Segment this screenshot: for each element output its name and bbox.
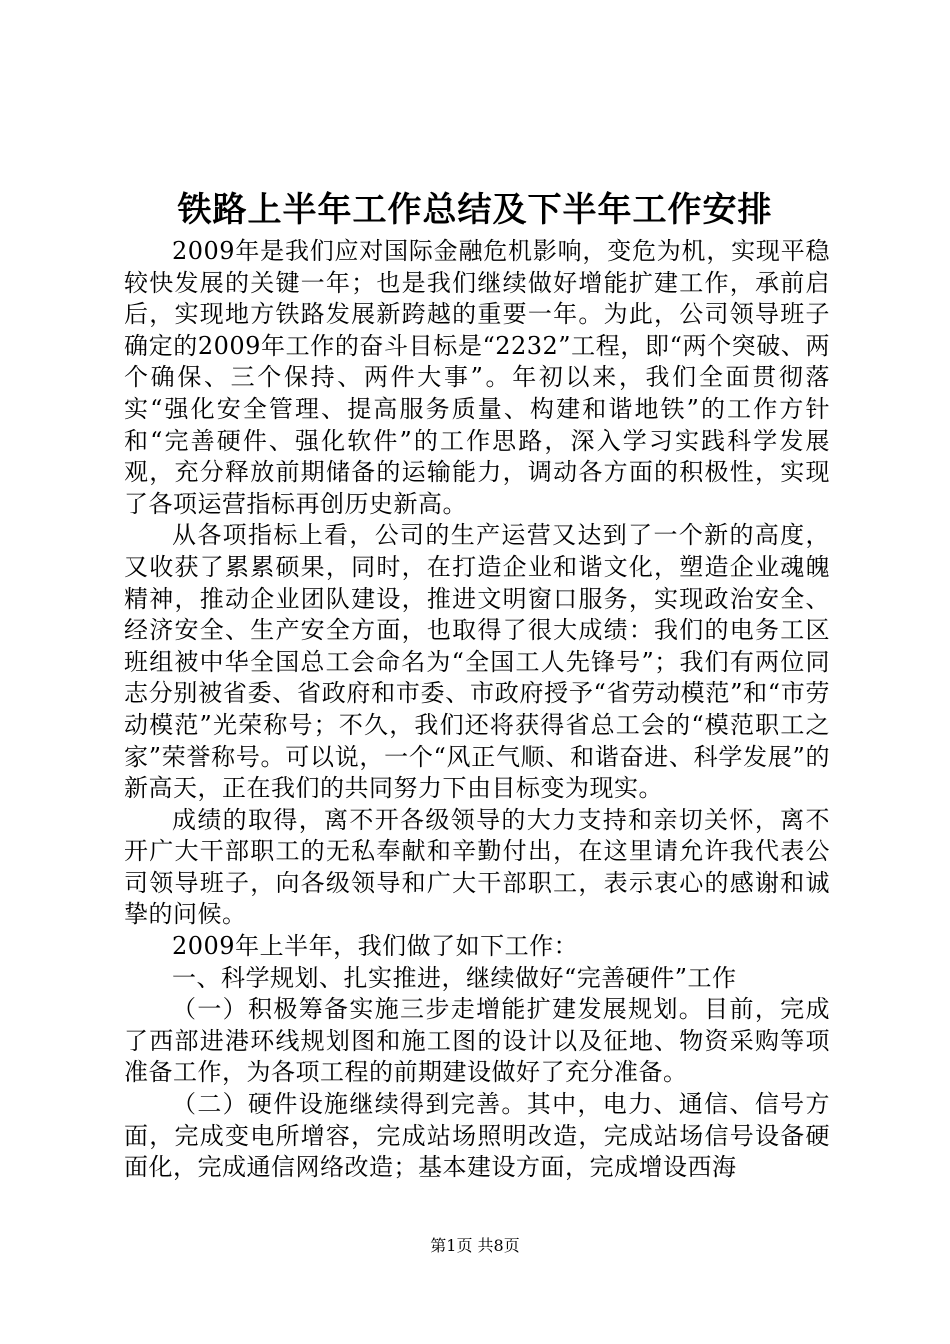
paragraph-work-intro: 2009年上半年，我们做了如下工作： <box>172 932 579 961</box>
paragraph-intro: 2009年是我们应对国际金融危机影响，变危为机，实现平稳较快发展的关键一年；也是我们继续做好增能扩建工作，承前启后，实现地方铁路发展新跨越的重要一年。为此，公司领导班子确定的2009年工作的奋斗目标是“2232”工程，即“两个突破、两个确保、三个保持、两件大事”。年初以来，我们全面贯彻落实“强化安全管理、提高服务质量、构建和谐地铁”的工作方针和“完善硬件、强化软件”的工作思路，深入学习实践科学发展观，充分释放前期储备的运输能力，调动各方面的积极性，实现了各项运营指标再创历史新高。 <box>124 237 830 518</box>
section-heading-1: 一、科学规划、扎实推进，继续做好“完善硬件”工作 <box>172 963 737 992</box>
paragraph-item-2: （二）硬件设施继续得到完善。其中，电力、通信、信号方面，完成变电所增容，完成站场照明改造，完成站场信号设备硬面化，完成通信网络改造；基本建设方面，完成增设西海 <box>124 1090 830 1182</box>
page-footer: 第1页 共8页 <box>430 1236 520 1255</box>
document-body <box>124 236 830 1184</box>
paragraph-item-1: （一）积极筹备实施三步走增能扩建发展规划。目前，完成了西部进港环线规划图和施工图的设计以及征地、物资采购等项准备工作，为各项工程的前期建设做好了充分准备。 <box>124 995 830 1087</box>
document-title: 铁路上半年工作总结及下半年工作安排 <box>177 190 773 230</box>
paragraph-achievements: 从各项指标上看，公司的生产运营又达到了一个新的高度，又收获了累累硕果，同时，在打造企业和谐文化，塑造企业魂魄精神，推动企业团队建设，推进文明窗口服务，实现政治安全、经济安全、生产安全方面，也取得了很大成绩：我们的电务工区班组被中华全国总工会命名为“全国工人先锋号”；我们有两位同志分别被省委、省政府和市委、市政府授予“省劳动模范”和“市劳动模范”光荣称号；不久，我们还将获得省总工会的“模范职工之家”荣誉称号。可以说，一个“风正气顺、和谐奋进、科学发展”的新高天，正在我们的共同努力下由目标变为现实。 <box>124 521 830 803</box>
paragraph-thanks: 成绩的取得，离不开各级领导的大力支持和亲切关怀，离不开广大干部职工的无私奉献和辛勤付出，在这里请允许我代表公司领导班子，向各级领导和广大干部职工，表示衷心的感谢和诚挚的问候。 <box>124 805 830 929</box>
